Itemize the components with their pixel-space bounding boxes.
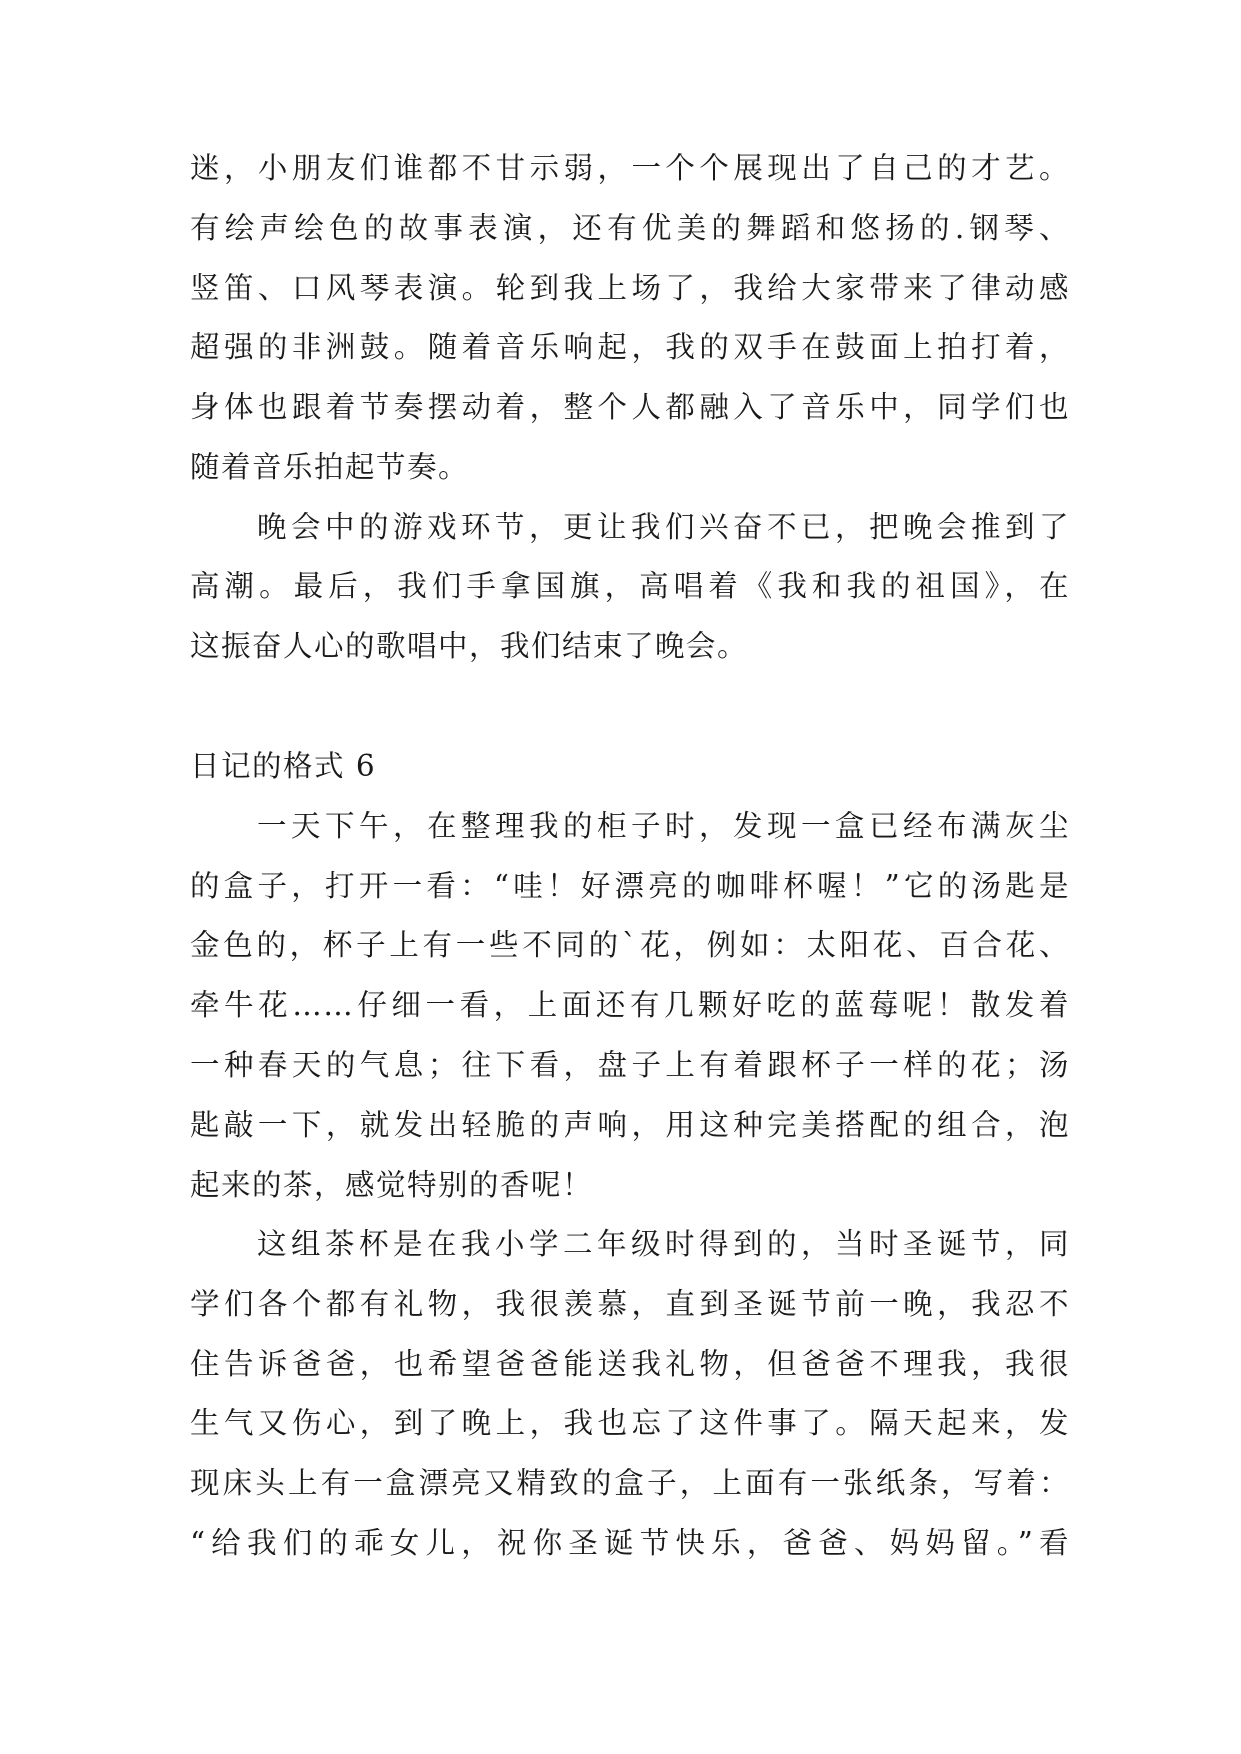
text-line: 牵牛花……仔细一看，上面还有几颗好吃的蓝莓呢！散发着 [190, 988, 1070, 1022]
text-line: 一天下午，在整理我的柜子时，发现一盒已经布满灰尘 [257, 809, 1070, 843]
text-line: 这振奋人心的歌唱中，我们结束了晚会。 [190, 629, 749, 663]
text-line: 一种春天的气息；往下看，盘子上有着跟杯子一样的花；汤 [190, 1048, 1070, 1082]
text-line: 身体也跟着节奏摆动着，整个人都融入了音乐中，同学们也 [190, 390, 1070, 424]
text-line: 现床头上有一盒漂亮又精致的盒子，上面有一张纸条，写着： [190, 1466, 1070, 1500]
text-line: 的盒子，打开一看：“哇！好漂亮的咖啡杯喔！”它的汤匙是 [190, 869, 1070, 903]
text-line: 超强的非洲鼓。随着音乐响起，我的双手在鼓面上拍打着， [190, 330, 1070, 364]
text-line: “给我们的乖女儿，祝你圣诞节快乐，爸爸、妈妈留。”看 [190, 1526, 1070, 1560]
text-line: 迷，小朋友们谁都不甘示弱，一个个展现出了自己的才艺。 [190, 151, 1070, 185]
text-line: 匙敲一下，就发出轻脆的声响，用这种完美搭配的组合，泡 [190, 1108, 1070, 1142]
text-line: 住告诉爸爸，也希望爸爸能送我礼物，但爸爸不理我，我很 [190, 1347, 1070, 1381]
text-line: 晚会中的游戏环节，更让我们兴奋不已，把晚会推到了 [257, 510, 1070, 544]
text-line: 金色的，杯子上有一些不同的`花，例如：太阳花、百合花、 [190, 928, 1070, 962]
text-line: 起来的茶，感觉特别的香呢！ [190, 1168, 594, 1202]
text-line: 高潮。最后，我们手拿国旗，高唱着《我和我的祖国》，在 [190, 569, 1070, 603]
text-line: 生气又伤心，到了晚上，我也忘了这件事了。隔天起来，发 [190, 1406, 1070, 1440]
text-line: 随着音乐拍起节奏。 [190, 450, 470, 484]
text-line: 学们各个都有礼物，我很羡慕，直到圣诞节前一晚，我忍不 [190, 1287, 1070, 1321]
text-line: 竖笛、口风琴表演。轮到我上场了，我给大家带来了律动感 [190, 271, 1070, 305]
text-line: 这组茶杯是在我小学二年级时得到的，当时圣诞节，同 [257, 1227, 1070, 1261]
text-line: 有绘声绘色的故事表演，还有优美的舞蹈和悠扬的.钢琴、 [190, 211, 1070, 245]
section-heading: 日记的格式 6 [190, 749, 377, 783]
